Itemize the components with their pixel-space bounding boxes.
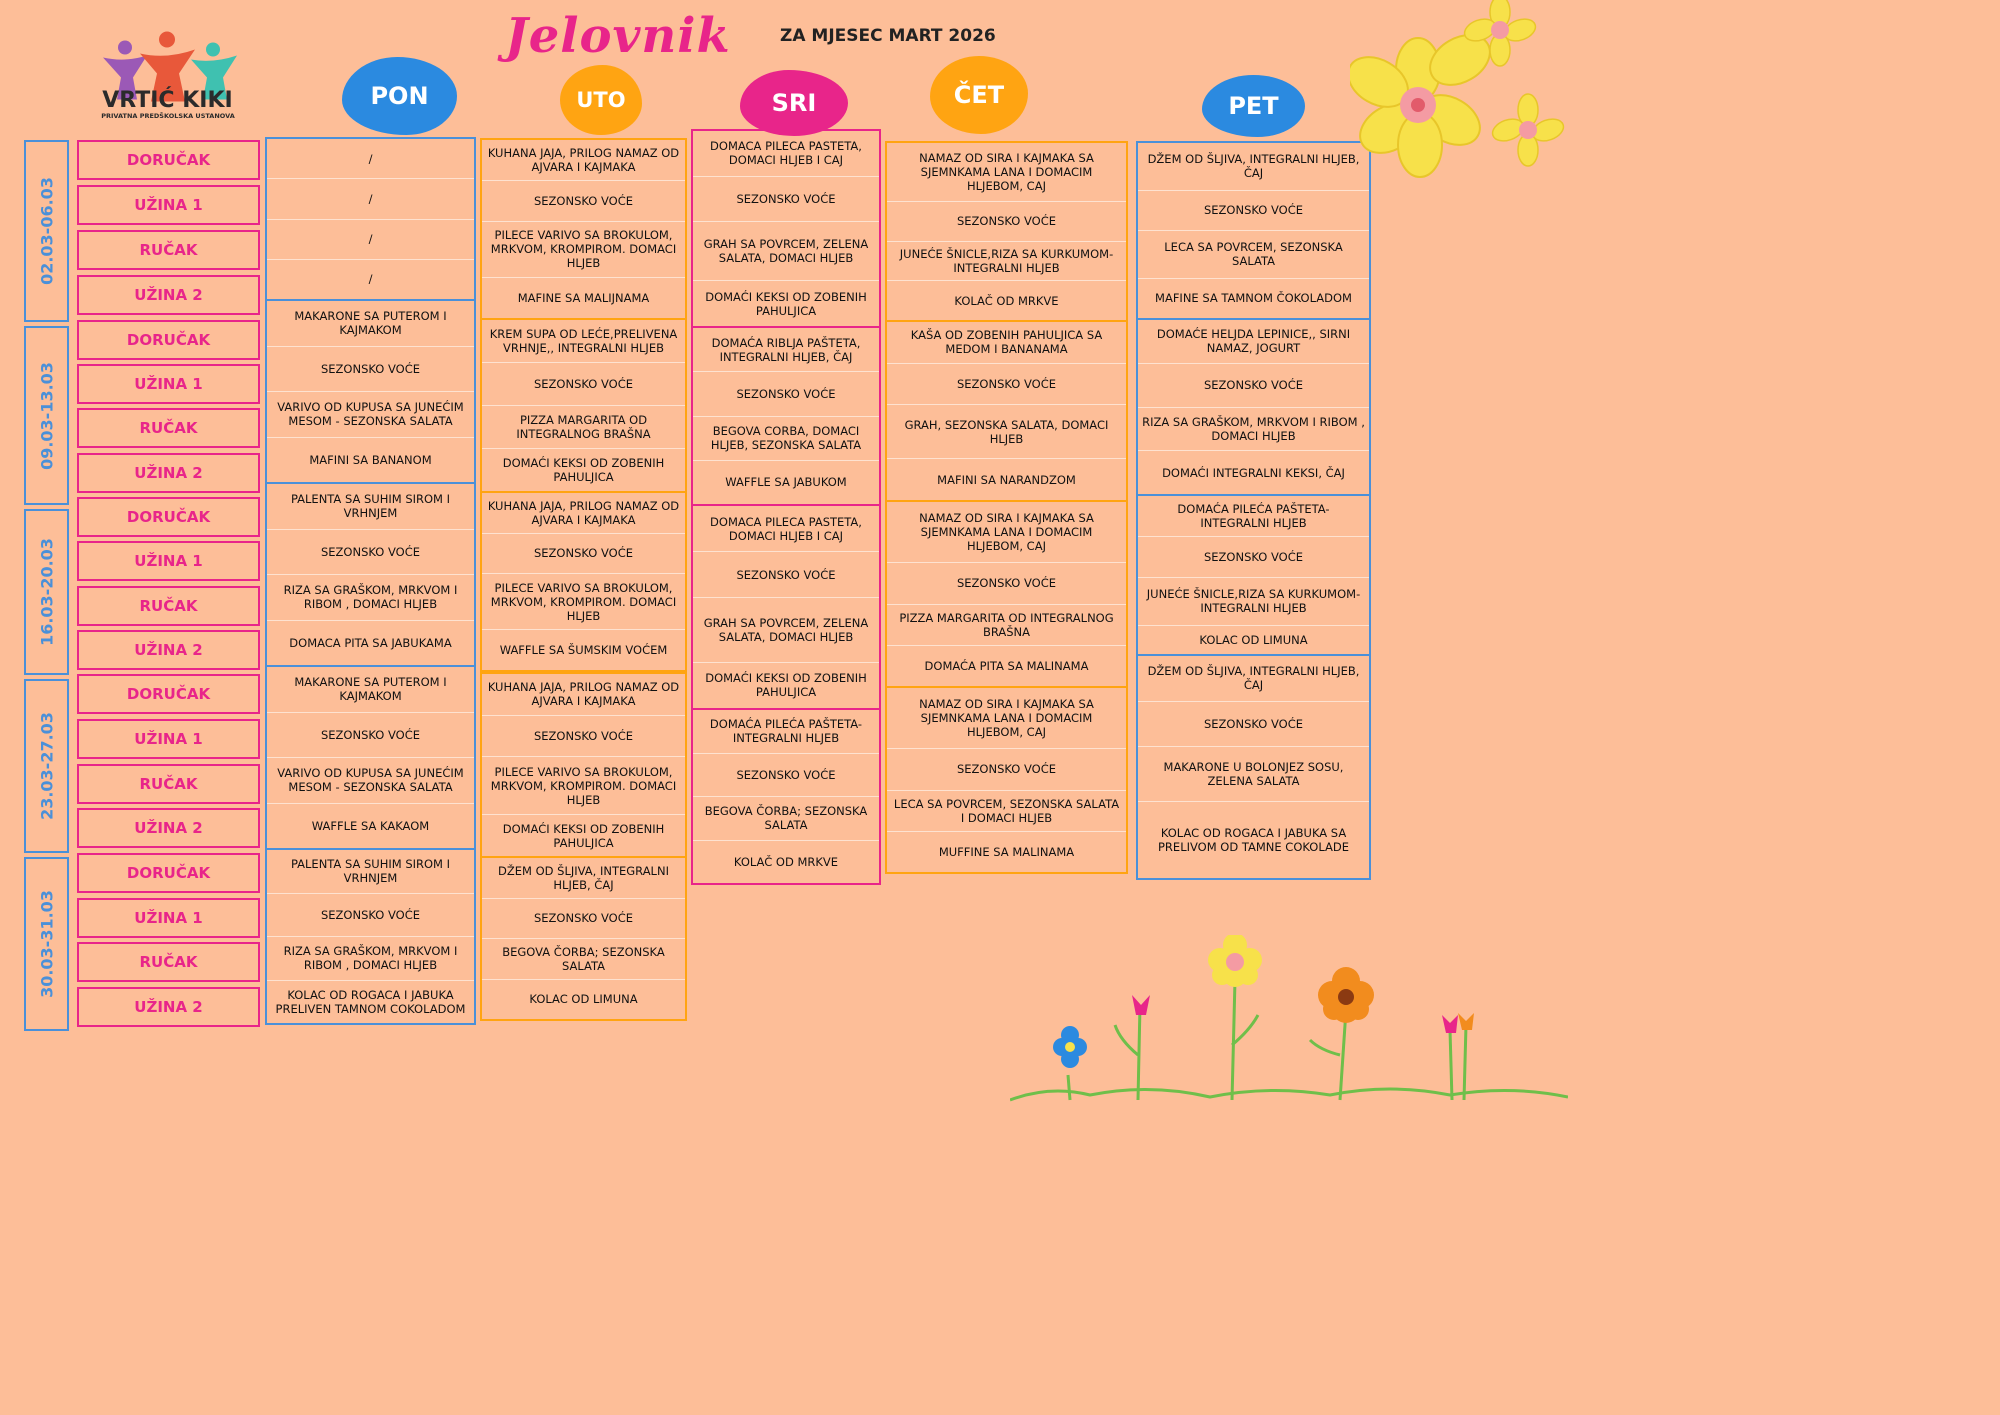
logo-tagline: PRIVATNA PREDŠKOLSKA USTANOVA [101,112,235,120]
menu-cell: NAMAZ OD SIRA I KAJMAKA SA SJEMNKAMA LANA I DOMACIM HLJEBOM, CAJ [887,143,1126,202]
week-range: 23.03-27.03 [37,712,56,820]
menu-cell: SEZONSKO VOĆE [482,899,685,940]
day-header-cet [930,56,1028,134]
meal-label: UŽINA 2 [77,453,260,493]
menu-cell: DOMACA PILECA PASTETA, DOMACI HLJEB I CAJ [693,506,879,552]
meal-label: DORUČAK [77,320,260,360]
week-label-box [24,326,69,505]
week-range: 16.03-20.03 [37,538,56,646]
menu-cell: KUHANA JAJA, PRILOG NAMAZ OD AJVARA I KAJMAKA [482,674,685,716]
menu-cell: KOLAC OD ROGACA I JABUKA PRELIVEN TAMNOM COKOLADOM [275,987,466,1016]
menu-cell: RIZA SA GRAŠKOM, MRKVOM I RIBOM , DOMACI HLJEB [1138,408,1369,452]
menu-cell: JUNEĆE ŠNICLE,RIZA SA KURKUMOM- INTEGRALNI HLJEB [887,242,1126,282]
day-label: PET [1228,92,1279,120]
menu-cell: SEZONSKO VOĆE [887,749,1126,790]
menu-cell: SEZONSKO VOĆE [1138,537,1369,578]
menu-cell: WAFFLE SA ŠUMSKIM VOĆEM [499,643,668,658]
menu-cell: SEZONSKO VOĆE [1138,191,1369,231]
menu-cell: RIZA SA GRAŠKOM, MRKVOM I RIBOM , DOMACI HLJEB [267,937,474,981]
menu-cell: DOMAĆA PILEĆA PAŠTETA- INTEGRALNI HLJEB [1138,496,1369,537]
menu-cell: PALENTA SA SUHIM SIROM I VRHNJEM [267,850,474,894]
meal-label: DORUČAK [77,497,260,537]
meal-label: UŽINA 1 [77,185,260,225]
meal-label: UŽINA 2 [77,630,260,670]
menu-cell: MAKARONE SA PUTEROM I KAJMAKOM [267,667,474,713]
menu-block-pon-week2 [265,299,476,484]
menu-block-pon-week1 [265,137,476,301]
menu-cell: SEZONSKO VOĆE [887,202,1126,242]
menu-cell: PILECE VARIVO SA BROKULOM, MRKVOM, KROMPIROM. DOMACI HLJEB [482,574,685,630]
menu-cell: KOLAČ OD MRKVE [733,854,839,869]
day-header-pon [342,57,457,135]
week-range: 02.03-06.03 [37,177,56,285]
menu-cell: PALENTA SA SUHIM SIROM I VRHNJEM [267,484,474,530]
day-header-sri [740,70,848,136]
menu-cell: NAMAZ OD SIRA I KAJMAKA SA SJEMNKAMA LANA I DOMACIM HLJEBOM, CAJ [887,688,1126,749]
menu-cell: SEZONSKO VOĆE [482,716,685,758]
menu-cell: DŽEM OD ŠLJIVA, INTEGRALNI HLJEB, ČAJ [1138,656,1369,702]
menu-cell: SEZONSKO VOĆE [887,563,1126,604]
menu-cell: GRAH SA POVRCEM, ZELENA SALATA, DOMACI HLJEB [693,598,879,662]
menu-block-uto-week1 [480,138,687,320]
meal-label: UŽINA 1 [77,719,260,759]
menu-block-cet-week3 [885,500,1128,688]
menu-cell: SEZONSKO VOĆE [482,363,685,406]
menu-cell: SEZONSKO VOĆE [693,177,879,223]
menu-cell: KOLAC OD LIMUNA [529,992,638,1007]
menu-cell: / [368,272,373,287]
meal-label: UŽINA 2 [77,808,260,848]
menu-cell: WAFFLE SA KAKAOM [311,818,430,833]
meal-label: UŽINA 1 [77,541,260,581]
menu-cell: DŽEM OD ŠLJIVA, INTEGRALNI HLJEB, ČAJ [1138,143,1369,191]
menu-cell: BEGOVA ČORBA; SEZONSKA SALATA [482,939,685,980]
day-label: UTO [576,88,626,112]
menu-cell: DOMAĆE HELJDA LEPINICE,, SIRNI NAMAZ, JOGURT [1138,320,1369,364]
page-title: Jelovnik [505,8,731,64]
menu-block-sri-week4 [691,708,881,885]
menu-cell: WAFFLE SA JABUKOM [725,475,847,490]
menu-cell: MAKARONE SA PUTEROM I KAJMAKOM [267,301,474,347]
week-range: 30.03-31.03 [37,890,56,998]
menu-cell: DOMAĆA PILEĆA PAŠTETA- INTEGRALNI HLJEB [693,710,879,754]
menu-block-uto-week4 [480,672,687,858]
menu-cell: GRAH SA POVRCEM, ZELENA SALATA, DOMACI HLJEB [693,222,879,281]
menu-block-pon-week4 [265,665,476,850]
menu-cell: VARIVO OD KUPUSA SA JUNEĆIM MESOM - SEZONSKA SALATA [267,758,474,804]
menu-cell: RIZA SA GRAŠKOM, MRKVOM I RIBOM , DOMACI HLJEB [267,575,474,621]
week-label-box [24,679,69,853]
menu-cell: DŽEM OD ŠLJIVA, INTEGRALNI HLJEB, ČAJ [482,858,685,899]
meal-label: UŽINA 1 [77,364,260,404]
menu-cell: KOLAČ OD MRKVE [954,293,1059,308]
menu-block-pet-week2 [1136,318,1371,496]
menu-cell: SEZONSKO VOĆE [1138,702,1369,748]
menu-cell: LECA SA POVRCEM, SEZONSKA SALATA I DOMACI HLJEB [887,791,1126,832]
menu-cell: PIZZA MARGARITA OD INTEGRALNOG BRAŠNA [482,406,685,449]
menu-block-uto-week2 [480,318,687,493]
menu-block-sri-week3 [691,504,881,710]
day-header-uto [560,65,642,135]
menu-cell: SEZONSKO VOĆE [693,372,879,416]
menu-cell: SEZONSKO VOĆE [693,552,879,598]
menu-cell: / [267,139,474,179]
menu-cell: SEZONSKO VOĆE [693,754,879,798]
menu-cell: DOMAĆA PITA SA MALINAMA [924,658,1089,673]
logo-name: VRTIĆ KIKI [102,88,233,113]
menu-block-uto-week3 [480,491,687,672]
menu-cell: MUFFINE SA MALINAMA [938,844,1075,859]
menu-cell: DOMACA PILECA PASTETA, DOMACI HLJEB I CAJ [693,131,879,177]
meal-label: RUČAK [77,230,260,270]
meal-label: RUČAK [77,764,260,804]
menu-cell: VARIVO OD KUPUSA SA JUNEĆIM MESOM - SEZONSKA SALATA [267,392,474,438]
menu-block-cet-week4 [885,686,1128,874]
menu-cell: BEGOVA CORBA, DOMACI HLJEB, SEZONSKA SALATA [693,417,879,461]
menu-block-sri-week1 [691,129,881,328]
menu-block-cet-week1 [885,141,1128,322]
menu-cell: DOMAĆI INTEGRALNI KEKSI, ČAJ [1162,465,1345,480]
menu-block-uto-week5 [480,856,687,1021]
menu-block-pet-week1 [1136,141,1371,320]
menu-cell: KUHANA JAJA, PRILOG NAMAZ OD AJVARA I KAJMAKA [482,140,685,181]
day-label: PON [370,82,429,110]
page-subtitle: ZA MJESEC MART 2026 [780,26,996,46]
menu-cell: MAFINI SA BANANOM [309,452,432,467]
menu-cell: SEZONSKO VOĆE [267,894,474,938]
menu-cell: BEGOVA ČORBA; SEZONSKA SALATA [693,797,879,841]
menu-cell: PILECE VARIVO SA BROKULOM, MRKVOM, KROMPIROM. DOMACI HLJEB [482,757,685,815]
meal-label: RUČAK [77,408,260,448]
garden-flowers-icon [1010,935,1568,1105]
menu-block-cet-week2 [885,320,1128,502]
menu-cell: SEZONSKO VOĆE [267,530,474,576]
menu-cell: MAKARONE U BOLONJEZ SOSU, ZELENA SALATA [1138,747,1369,802]
menu-cell: SEZONSKO VOĆE [482,181,685,222]
meal-label: UŽINA 1 [77,898,260,938]
menu-cell: PILECE VARIVO SA BROKULOM, MRKVOM, KROMPIROM. DOMACI HLJEB [482,222,685,279]
week-range: 09.03-13.03 [37,361,56,470]
week-label-box [24,140,69,322]
menu-block-pon-week3 [265,482,476,667]
menu-cell: SEZONSKO VOĆE [887,364,1126,406]
menu-block-pet-week4 [1136,654,1371,880]
menu-block-sri-week2 [691,326,881,506]
menu-cell: KUHANA JAJA, PRILOG NAMAZ OD AJVARA I KAJMAKA [482,493,685,534]
meal-label: RUČAK [77,942,260,982]
day-label: ČET [953,81,1005,109]
menu-cell: / [267,179,474,219]
meal-label: UŽINA 2 [77,275,260,315]
menu-cell: GRAH, SEZONSKA SALATA, DOMACI HLJEB [887,405,1126,459]
menu-cell: SEZONSKO VOĆE [267,347,474,393]
flower-decoration-icon [1350,0,1568,180]
menu-cell: DOMAĆI KEKSI OD ZOBENIH PAHULJICA [502,456,665,484]
menu-cell: PIZZA MARGARITA OD INTEGRALNOG BRAŠNA [887,605,1126,646]
menu-cell: SEZONSKO VOĆE [482,534,685,575]
day-header-pet [1202,75,1305,137]
menu-cell: KAŠA OD ZOBENIH PAHULJICA SA MEDOM I BANANAMA [887,322,1126,364]
meal-label: RUČAK [77,586,260,626]
menu-cell: KOLAC OD LIMUNA [1199,633,1308,648]
menu-block-pon-week5 [265,848,476,1025]
menu-cell: MAFINE SA MALIJNAMA [517,291,650,306]
menu-cell: MAFINI SA NARANDZOM [937,472,1076,487]
meal-label: DORUČAK [77,140,260,180]
menu-cell: / [267,220,474,260]
menu-cell: KOLAC OD ROGACA I JABUKA SA PRELIVOM OD TAMNE COKOLADE [1158,825,1349,854]
menu-cell: DOMAĆI KEKSI OD ZOBENIH PAHULJICA [502,821,665,850]
menu-block-pet-week3 [1136,494,1371,656]
menu-cell: DOMAĆI KEKSI OD ZOBENIH PAHULJICA [705,671,867,700]
menu-cell: JUNEĆE ŠNICLE,RIZA SA KURKUMOM- INTEGRALNI HLJEB [1138,578,1369,627]
meal-label: UŽINA 2 [77,987,260,1027]
menu-cell: KREM SUPA OD LEĆE,PRELIVENA VRHNJE,, INTEGRALNI HLJEB [482,320,685,363]
week-label-box [24,509,69,675]
menu-cell: NAMAZ OD SIRA I KAJMAKA SA SJEMNKAMA LANA I DOMACIM HLJEBOM, CAJ [887,502,1126,563]
menu-cell: SEZONSKO VOĆE [267,713,474,759]
menu-cell: MAFINE SA TAMNOM ČOKOLADOM [1155,291,1352,306]
week-label-box [24,857,69,1031]
menu-cell: DOMAĆI KEKSI OD ZOBENIH PAHULJICA [705,289,867,318]
menu-cell: DOMACA PITA SA JABUKAMA [289,635,452,650]
menu-cell: LECA SA POVRCEM, SEZONSKA SALATA [1138,231,1369,279]
menu-cell: DOMAĆA RIBLJA PAŠTETA, INTEGRALNI HLJEB, ČAJ [693,328,879,372]
menu-cell: SEZONSKO VOĆE [1138,364,1369,408]
meal-label: DORUČAK [77,674,260,714]
meal-label: DORUČAK [77,853,260,893]
day-label: SRI [771,89,817,117]
